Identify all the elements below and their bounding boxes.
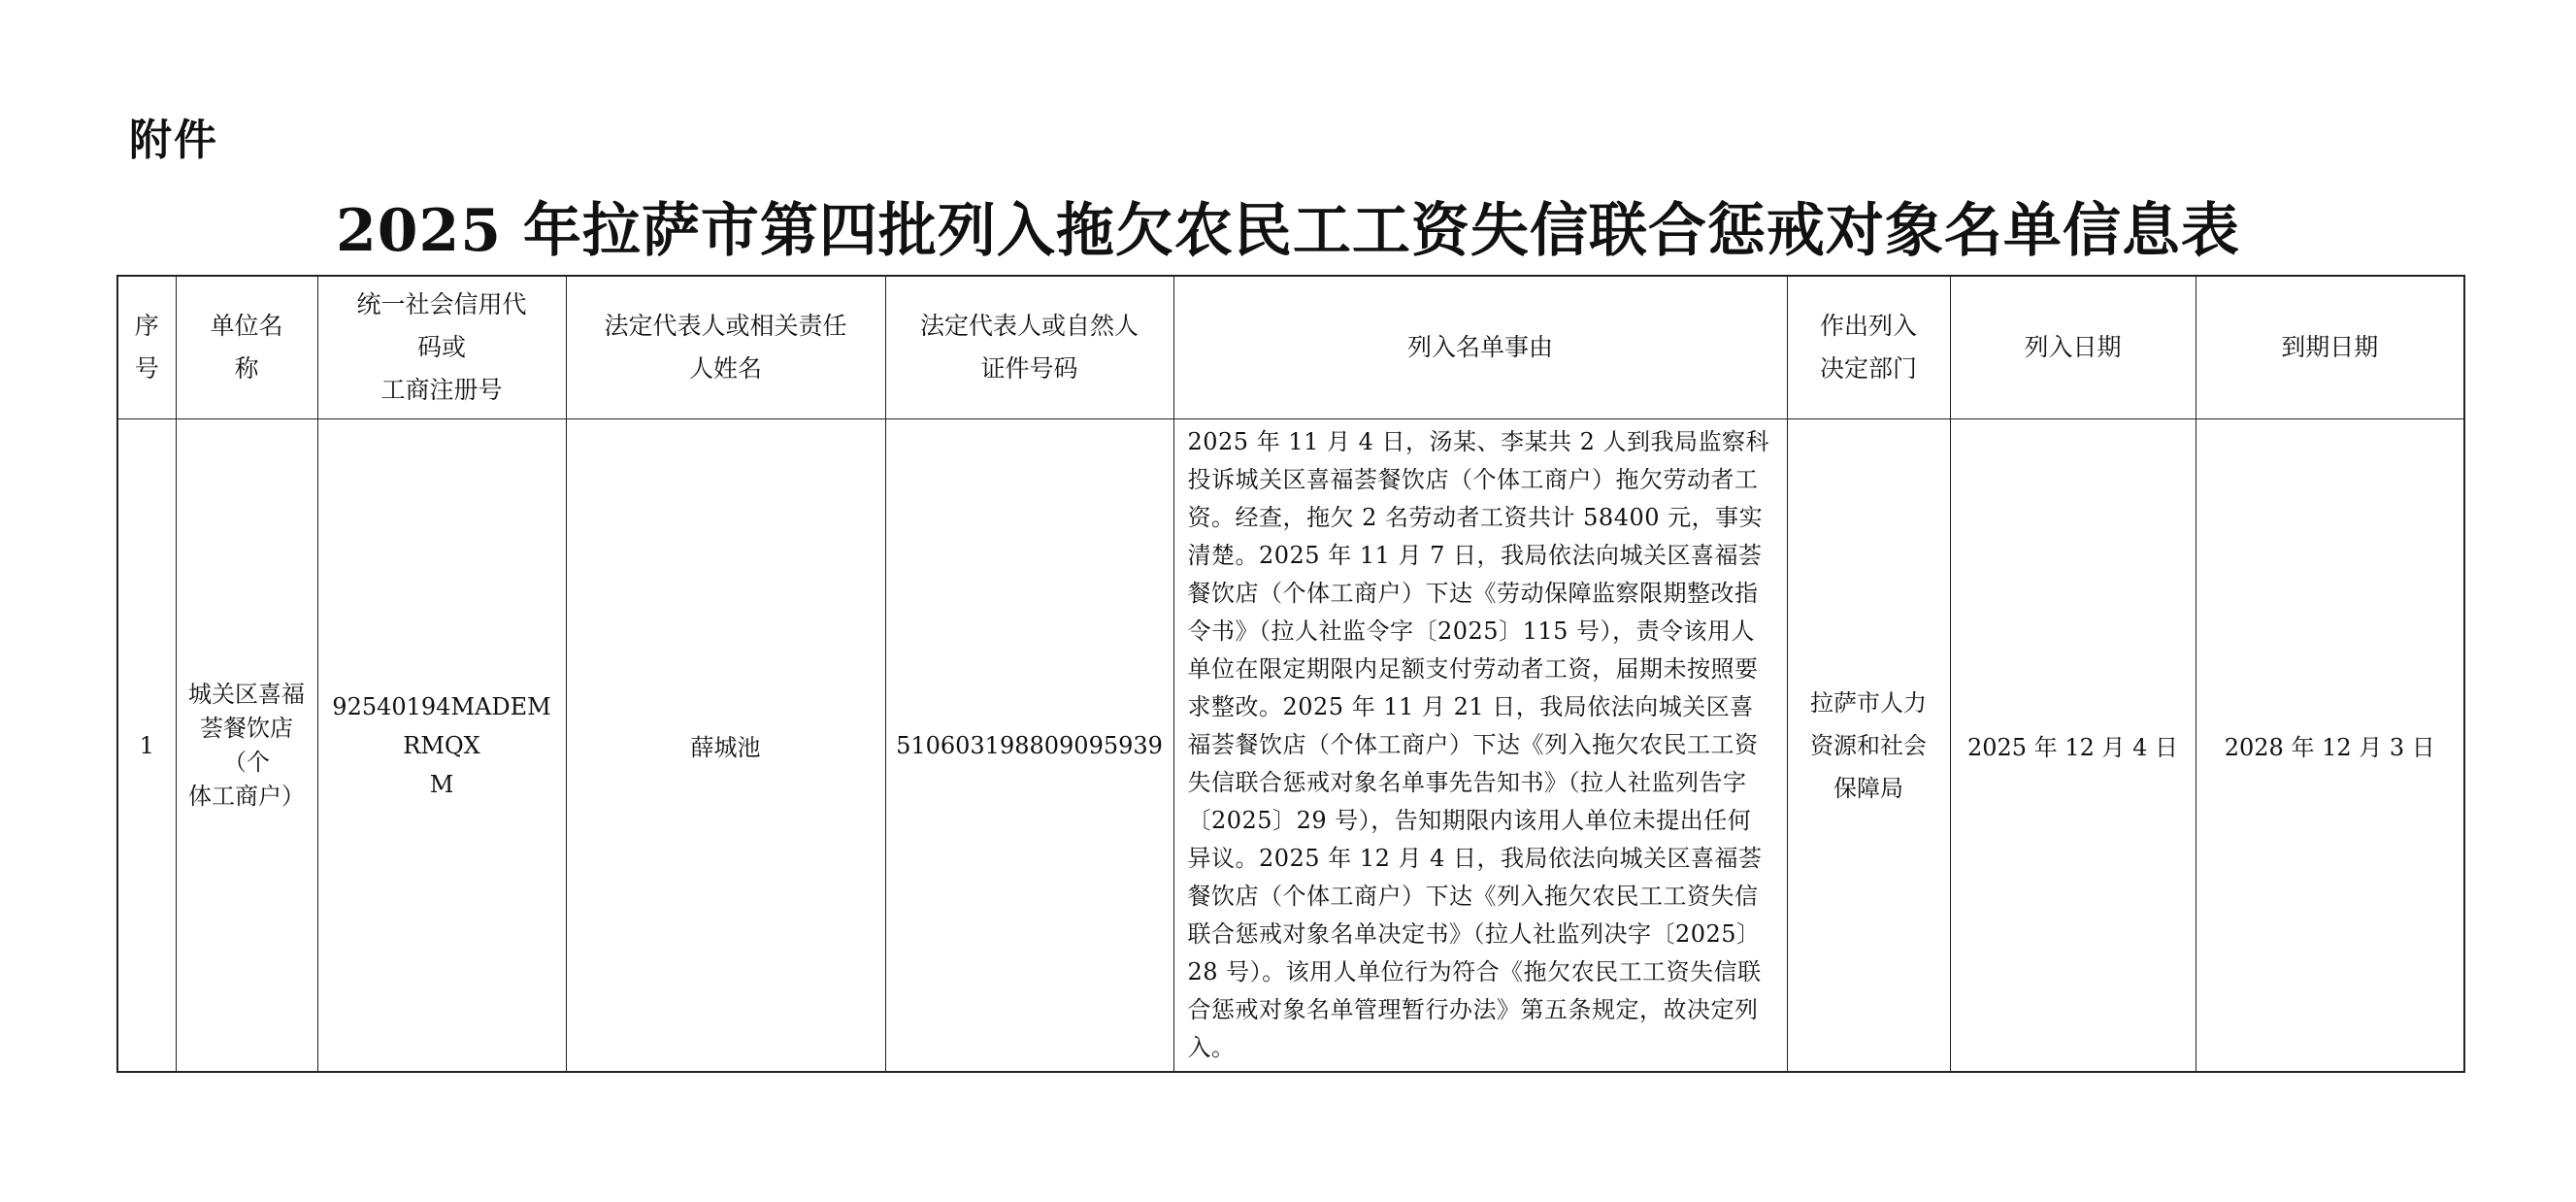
cell-credit-code-line: M (429, 770, 454, 798)
cell-unit-name (176, 419, 317, 1073)
cell-credit-code (317, 419, 566, 1073)
header-seq (117, 276, 176, 419)
cell-department-line: 资源和社会 (1810, 731, 1927, 759)
cell-legal-rep: 薛城池 (566, 419, 885, 1073)
cell-list-date: 2025 年 12 月 4 日 (1950, 419, 2196, 1073)
cell-unit-name-line: 荟餐饮店（个 (200, 714, 293, 776)
document-title: 2025 年拉萨市第四批列入拖欠农民工工资失信联合惩戒对象名单信息表 (336, 197, 2240, 265)
cell-unit-name-line: 城关区喜福 (188, 680, 305, 708)
table-row (117, 419, 2464, 1073)
header-unit-name-line: 称 (234, 354, 259, 383)
header-id-number (885, 276, 1173, 419)
header-legal-rep-line: 人姓名 (688, 354, 762, 383)
header-seq-line: 号 (134, 354, 159, 383)
cell-department (1787, 419, 1950, 1073)
header-credit-code-line: 工商注册号 (380, 376, 503, 404)
cell-id-number: 510603198809095939 (885, 419, 1173, 1073)
header-legal-rep (566, 276, 885, 419)
cell-department-line: 保障局 (1833, 774, 1903, 802)
cell-expiry-date: 2028 年 12 月 3 日 (2196, 419, 2464, 1073)
cell-department-line: 拉萨市人力 (1810, 688, 1927, 717)
name-list-table (116, 275, 2465, 1073)
header-list-date: 列入日期 (1950, 276, 2196, 419)
cell-seq: 1 (117, 419, 176, 1073)
header-id-number-line: 法定代表人或自然人 (919, 312, 1139, 340)
table-header-row (117, 276, 2464, 419)
header-unit-name (176, 276, 317, 419)
header-credit-code-line: 码或 (416, 333, 466, 361)
cell-reason: 2025 年 11 月 4 日，汤某、李某共 2 人到我局监察科投诉城关区喜福荟餐饮店（个体工商户）拖欠劳动者工资。经查，拖欠 2 名劳动者工资共计 58400 元，事实清楚。2025 年 11 月 7 日，我局依法向城关区喜福荟餐饮店（个体工商户）下达《劳动保障监察限期整改指令书》（拉人社监令字〔2025〕115 号），责令该用人单位在限定期限内足额支付劳动者工资，届期未按照要求整改。2025 年 11 月 21 日，我局依法向城关区喜福荟餐饮店（个体工商户）下达《列入拖欠农民工工资失信联合惩戒对象名单事先告知书》（拉人社监列告字〔2025〕29 号），告知期限内该用人单位未提出任何异议。2025 年 12 月 4 日，我局依法向城关区喜福荟餐饮店（个体工商户）下达《列入拖欠农民工工资失信联合惩戒对象名单决定书》（拉人社监列决字〔2025〕28 号）。该用人单位行为符合《拖欠农民工工资失信联合惩戒对象名单管理暂行办法》第五条规定，故决定列入。 (1173, 419, 1787, 1073)
header-department-line: 决定部门 (1819, 354, 1917, 383)
header-department (1787, 276, 1950, 419)
header-unit-name-line: 单位名 (210, 312, 283, 340)
attachment-label: 附件 (129, 116, 218, 165)
header-legal-rep-line: 法定代表人或相关责任 (604, 312, 847, 340)
header-expiry-date: 到期日期 (2196, 276, 2464, 419)
header-credit-code-line: 统一社会信用代 (356, 290, 527, 318)
header-seq-line: 序 (134, 312, 159, 340)
cell-unit-name-line: 体工商户） (188, 782, 305, 810)
header-reason: 列入名单事由 (1173, 276, 1787, 419)
cell-credit-code-line: 92540194MADEMRMQX (332, 692, 551, 759)
header-credit-code (317, 276, 566, 419)
header-id-number-line: 证件号码 (980, 354, 1078, 383)
header-department-line: 作出列入 (1819, 312, 1917, 340)
